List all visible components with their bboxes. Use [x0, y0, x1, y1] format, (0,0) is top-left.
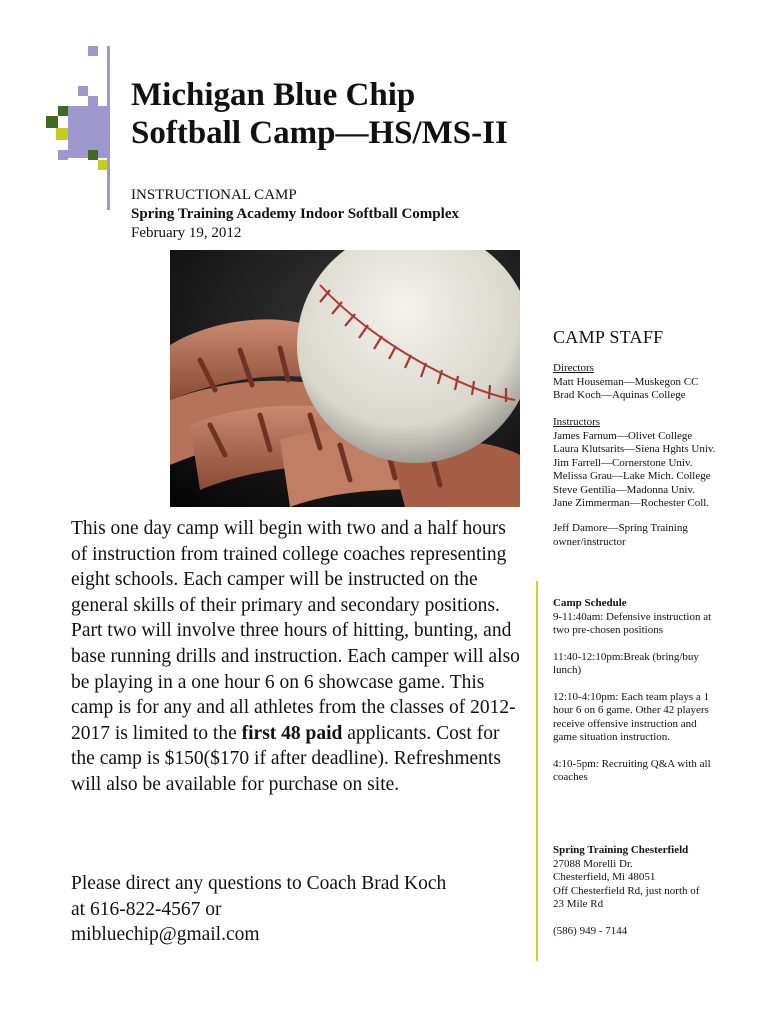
contact-info: Please direct any questions to Coach Brad Koch at 616-822-4567 or mibluechip@gmail.com — [71, 873, 447, 946]
camp-staff-heading: CAMP STAFF — [553, 327, 664, 347]
event-info — [131, 186, 459, 243]
camp-description: This one day camp will begin with two and a half hours of instruction from trained college coaches representing eight schools. Each camper will be instructed on the general skills of their primary and secondary positions. Part two will involve three hours of hitting, bunting, and base running drills and instruction. Each camper will also be playing in a one hour 6 on 6 showcase game. This camp is for any and all athletes from the classes of 2012-2017 is limited to the first 48 paid applicants. Cost for the camp is $150($170 if after deadline). Refreshments will also be available for purchase on site. — [71, 518, 520, 795]
instructor-item: Jim Farrell—Cornerstone Univ. — [553, 456, 693, 469]
instructor-item: Melissa Grau—Lake Mich. College — [553, 470, 711, 482]
event-date: February 19, 2012 — [131, 225, 242, 241]
instructor-item: James Farnum—Olivet College — [553, 429, 693, 442]
directors-section — [553, 362, 698, 403]
director-item: Matt Houseman—Muskegon CC — [553, 375, 699, 388]
instructor-item: Steve Gentilia—Madonna Univ. — [553, 483, 695, 496]
header-divider-line — [107, 46, 110, 210]
location-info: Spring Training Chesterfield 27088 Morelli Dr. Chesterfield, Mi 48051 Off Chesterfield Rd, just north of 23 Mile Rd (586) 949 - 7144 — [553, 844, 753, 938]
location-phone: (586) 949 - 7144 — [553, 924, 628, 937]
extra-staff: Jeff Damore—Spring Training owner/instructor — [553, 522, 688, 548]
contact-email[interactable]: mibluechip@gmail.com — [71, 924, 260, 946]
title-line-1: Michigan Blue Chip — [131, 77, 416, 113]
schedule-item: 12:10-4:10pm: Each team plays a 1 hour 6 on 6 game. Other 42 players receive offensive instruction and game situation instruction. — [553, 690, 710, 743]
venue-name: Spring Training Academy Indoor Softball Complex — [131, 206, 459, 222]
location-street: 27088 Morelli Dr. — [553, 857, 633, 870]
director-item: Brad Koch—Aquinas College — [553, 389, 686, 401]
location-directions: Off Chesterfield Rd, just north of — [553, 884, 700, 897]
instructor-item: Laura Klutsarits—Siena Hghts Univ. — [553, 443, 716, 455]
schedule-item: 4:10-5pm: Recruiting Q&A with all coaches — [553, 757, 711, 783]
camp-schedule — [553, 597, 753, 785]
schedule-heading: Camp Schedule — [553, 597, 627, 609]
schedule-item: 9-11:40am: Defensive instruction at two pre-chosen positions — [553, 610, 712, 636]
schedule-item: 11:40-12:10pm:Break (bring/buy lunch) — [553, 650, 699, 676]
sidebar-divider-line — [536, 581, 538, 961]
camp-type: INSTRUCTIONAL CAMP — [131, 187, 297, 203]
location-name: Spring Training Chesterfield — [553, 844, 689, 856]
location-city: Chesterfield, Mi 48051 — [553, 871, 656, 883]
page-title — [131, 76, 508, 152]
instructor-item: Jane Zimmerman—Rochester Coll. — [553, 497, 710, 509]
title-line-2: Softball Camp—HS/MS-II — [131, 115, 508, 151]
instructors-label: Instructors — [553, 416, 601, 428]
softball-in-glove-image — [170, 250, 520, 507]
capacity-highlight: first 48 paid — [241, 722, 343, 744]
instructors-section — [553, 416, 715, 511]
directors-label: Directors — [553, 362, 594, 374]
